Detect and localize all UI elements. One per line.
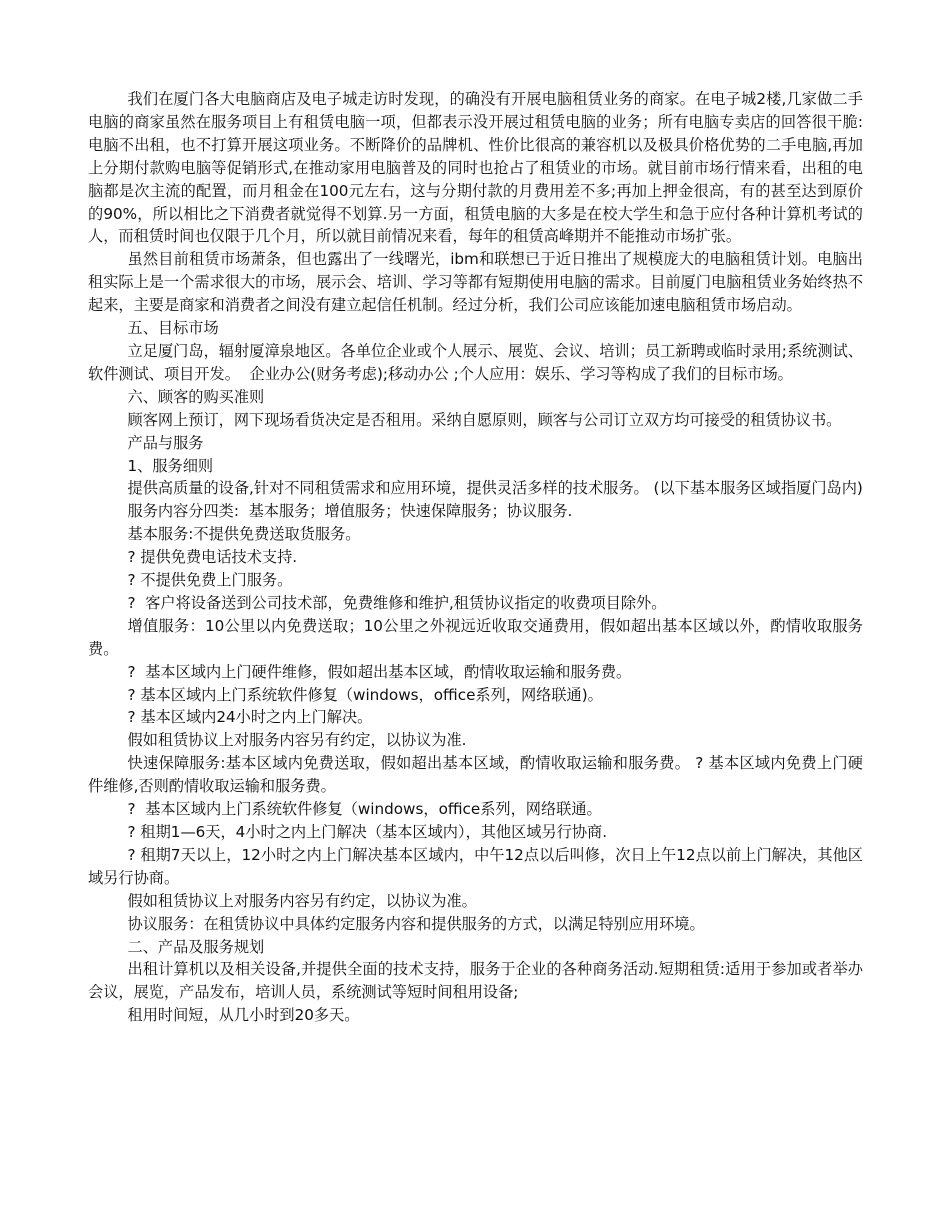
list-item: ? 不提供免费上门服务。 [127,571,293,590]
list-item: ? 提供免费电话技术支持. [127,548,298,567]
paragraph: 提供高质量的设备,针对不同租赁需求和应用环境，提供灵活多样的技术服务。 (以下基本服务区域指厦门岛内) [127,479,863,498]
paragraph: 假如租赁协议上对服务内容另有约定，以协议为准. [127,731,467,750]
paragraph: 顾客网上预订，网下现场看货决定是否租用。采纳自愿原则，顾客与公司订立双方均可接受的租赁协议书。 [127,410,842,429]
section-heading: 六、顾客的购买准则 [127,387,265,406]
paragraph: 增值服务：10公里以内免费送取；10公里之外视远近收取交通费用，假如超出基本区域以外，酌情收取服务费。 [88,616,863,658]
list-item: ? 基本区域内24小时之内上门解决。 [127,708,373,727]
paragraph: 快速保障服务:基本区域内免费送取，假如超出基本区域，酌情收取运输和服务费。 ? 基本区域内免费上门硬件维修,否则酌情收取运输和服务费。 [88,754,863,796]
document-page [88,88,863,1027]
list-item: ? 客户将设备送到公司技术部，免费维修和维护,租赁协议指定的收费项目除外。 [127,593,667,612]
list-item: ? 基本区域内上门系统软件修复（windows，office系列，网络联通)。 [127,685,603,704]
paragraph: 基本服务:不提供免费送取货服务。 [127,525,361,544]
list-item: ? 租期1—6天，4小时之内上门解决（基本区域内），其他区域另行协商. [127,823,608,841]
paragraph: 服务内容分四类: 基本服务；增值服务；快速保障服务；协议服务. [127,502,573,521]
list-item: ? 基本区域内上门硬件维修，假如超出基本区域，酌情收取运输和服务费。 [127,662,632,681]
section-heading: 二、产品及服务规划 [127,937,265,956]
list-item: ? 租期7天以上，12小时之内上门解决基本区域内，中午12点以后叫修，次日上午12点以前上门解决，其他区域另行协商。 [88,845,863,887]
paragraph: 假如租赁协议上对服务内容另有约定，以协议为准。 [127,891,477,910]
section-heading: 五、目标市场 [127,319,219,338]
paragraph: 出租计算机以及相关设备,并提供全面的技术支持，服务于企业的各种商务活动.短期租赁:适用于参加或者举办会议，展览，产品发布，培训人员，系统测试等短时间租用设备; [88,960,863,1002]
section-heading: 1、服务细则 [127,456,214,475]
paragraph: 租用时间短，从几小时到20多天。 [127,1006,360,1025]
paragraph: 协议服务：在租赁协议中具体约定服务内容和提供服务的方式，以满足特别应用环境。 [127,914,705,933]
list-item: ? 基本区域内上门系统软件修复（windows，office系列，网络联通。 [127,800,602,819]
paragraph: 立足厦门岛，辐射厦漳泉地区。各单位企业或个人展示、展览、会议、培训；员工新聘或临时录用;系统测试、软件测试、项目开发。 企业办公(财务考虑);移动办公 ;个人应用：娱乐、学习等构成了我们的目标市场。 [88,341,863,383]
paragraph: 我们在厦门各大电脑商店及电子城走访时发现，的确没有开展电脑租赁业务的商家。在电子城2楼,几家做二手电脑的商家虽然在服务项目上有租赁电脑一项，但都表示没开展过租赁电脑的业务；所有电脑专卖店的回答很干脆:电脑不出租，也不打算开展这项业务。不断降价的品牌机、性价比很高的兼容机以及极具价格优势的二手电脑,再加上分期付款购电脑等促销形式,在推动家用电脑普及的同时也抢占了租赁业的市场。就目前市场行情来看，出租的电脑都是次主流的配置，而月租金在100元左右，这与分期付款的月费用差不多;再加上押金很高，有的甚至达到原价的90%，所以相比之下消费者就觉得不划算.另一方面，租赁电脑的大多是在校大学生和急于应付各种计算机考试的人，而租赁时间也仅限于几个月，所以就目前情况来看，每年的租赁高峰期并不能推动市场扩张。 [88,90,863,246]
section-heading: 产品与服务 [127,433,204,452]
paragraph: 虽然目前租赁市场萧条，但也露出了一线曙光，ibm和联想已于近日推出了规模庞大的电脑租赁计划。电脑出租实际上是一个需求很大的市场，展示会、培训、学习等都有短期使用电脑的需求。目前厦门电脑租赁业务始终热不起来，主要是商家和消费者之间没有建立起信任机制。经过分析，我们公司应该能加速电脑租赁市场启动。 [88,250,863,315]
